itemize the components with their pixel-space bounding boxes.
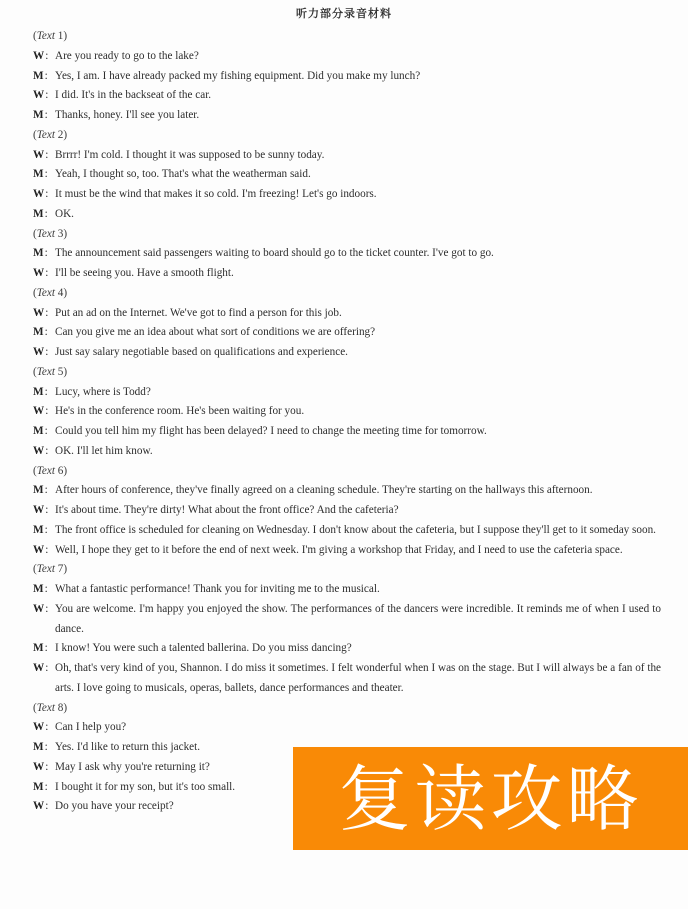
- speaker-label: W:: [33, 306, 49, 319]
- dialogue-line: W: Oh, that's very kind of you, Shannon. I do miss it sometimes. I felt wonderful when I was on the stage. But I will always be a fan of the arts. I love going to musicals, operas, ballets, dance performances and theater.: [33, 659, 661, 699]
- speaker-label: W:: [33, 405, 49, 418]
- speaker-label: W:: [33, 49, 49, 62]
- speaker-label: W:: [33, 267, 49, 279]
- dialogue-line: W: Just say salary negotiable based on qualifications and experience.: [33, 343, 661, 363]
- dialogue-line: M: The announcement said passengers waiting to board should go to the ticket counter. I've got to go.: [33, 244, 661, 264]
- speaker-label: W:: [33, 89, 49, 102]
- section-label-text-5: (Text 5): [33, 365, 68, 378]
- speaker-label: W:: [33, 602, 49, 615]
- dialogue-line: W: I'll be seeing you. Have a smooth flight.: [33, 264, 661, 284]
- speaker-label: M:: [33, 741, 48, 753]
- speaker-label: W:: [33, 760, 49, 773]
- dialogue-line: M: The front office is scheduled for cleaning on Wednesday. I don't know about the cafeteria, but I suppose they'll get to it someday soon.: [33, 521, 661, 541]
- dialogue-line: W: Do you have your receipt?: [33, 797, 661, 817]
- speaker-label: M:: [33, 326, 48, 339]
- dialogue-line: M: Could you tell him my flight has been delayed? I need to change the meeting time for tomorrow.: [33, 422, 661, 442]
- dialogue-line: M: I know! You were such a talented ballerina. Do you miss dancing?: [33, 639, 661, 659]
- speaker-label: W:: [33, 188, 49, 200]
- dialogue-line: W: You are welcome. I'm happy you enjoyed the show. The performances of the dancers were incredible. It reminds me of when I used to dance.: [33, 600, 661, 640]
- dialogue-line: W: He's in the conference room. He's been waiting for you.: [33, 402, 661, 422]
- speaker-label: M:: [33, 583, 48, 595]
- dialogue-line: W: Brrrr! I'm cold. I thought it was supposed to be sunny today.: [33, 146, 661, 166]
- dialogue-line: M: I bought it for my son, but it's too small.: [33, 778, 661, 798]
- dialogue-line: M: Yeah, I thought so, too. That's what the weatherman said.: [33, 165, 661, 185]
- speaker-label: W:: [33, 148, 49, 161]
- section-label-text-1: (Text 1): [33, 30, 68, 42]
- speaker-label: W:: [33, 346, 49, 358]
- transcript: [33, 27, 661, 817]
- speaker-label: M:: [33, 69, 48, 82]
- dialogue-line: M: Yes, I am. I have already packed my fishing equipment. Did you make my lunch?: [33, 67, 661, 87]
- dialogue-line: M: Lucy, where is Todd?: [33, 383, 661, 403]
- watermark-banner: [293, 747, 688, 850]
- dialogue-line: M: Thanks, honey. I'll see you later.: [33, 106, 661, 126]
- dialogue-line: W: I did. It's in the backseat of the car.: [33, 86, 661, 106]
- speaker-label: W:: [33, 800, 49, 813]
- dialogue-line: W: It must be the wind that makes it so cold. I'm freezing! Let's go indoors.: [33, 185, 661, 205]
- dialogue-line: M: After hours of conference, they've finally agreed on a cleaning schedule. They're starting on the hallways this afternoon.: [33, 481, 661, 501]
- speaker-label: W:: [33, 721, 49, 734]
- speaker-label: M:: [33, 247, 48, 260]
- speaker-label: M:: [33, 484, 48, 497]
- speaker-label: W:: [33, 662, 49, 674]
- dialogue-line: M: Can you give me an idea about what sort of conditions we are offering?: [33, 323, 661, 343]
- dialogue-line: M: Yes. I'd like to return this jacket.: [33, 738, 661, 758]
- section-label-text-3: (Text 3): [33, 227, 68, 240]
- speaker-label: M:: [33, 642, 48, 655]
- dialogue-line: M: OK.: [33, 205, 661, 225]
- dialogue-line: W: Can I help you?: [33, 718, 661, 738]
- dialogue-line: W: Well, I hope they get to it before the end of next week. I'm giving a workshop that Friday, and I need to use the cafeteria space.: [33, 541, 661, 561]
- speaker-label: W:: [33, 543, 49, 556]
- speaker-label: M:: [33, 523, 48, 536]
- speaker-label: M:: [33, 207, 48, 220]
- speaker-label: W:: [33, 444, 49, 457]
- section-label-text-4: (Text 4): [33, 286, 68, 299]
- section-label-text-8: (Text 8): [33, 701, 68, 714]
- speaker-label: M:: [33, 780, 48, 793]
- section-label-text-7: (Text 7): [33, 563, 68, 576]
- speaker-label: M:: [33, 109, 48, 121]
- dialogue-line: W: OK. I'll let him know.: [33, 442, 661, 462]
- section-label-text-6: (Text 6): [33, 464, 68, 477]
- banner-text: 复读攻略: [338, 756, 643, 841]
- dialogue-line: W: May I ask why you're returning it?: [33, 758, 661, 778]
- speaker-label: M:: [33, 385, 48, 398]
- dialogue-line: W: Put an ad on the Internet. We've got to find a person for this job.: [33, 304, 661, 324]
- dialogue-line: W: It's about time. They're dirty! What about the front office? And the cafeteria?: [33, 501, 661, 521]
- dialogue-line: M: What a fantastic performance! Thank you for inviting me to the musical.: [33, 580, 661, 600]
- speaker-label: M:: [33, 168, 48, 181]
- speaker-label: W:: [33, 504, 49, 516]
- section-label-text-2: (Text 2): [33, 128, 68, 141]
- dialogue-line: W: Are you ready to go to the lake?: [33, 47, 661, 67]
- page-title: 听力部分录音材料: [296, 7, 392, 20]
- speaker-label: M:: [33, 425, 48, 437]
